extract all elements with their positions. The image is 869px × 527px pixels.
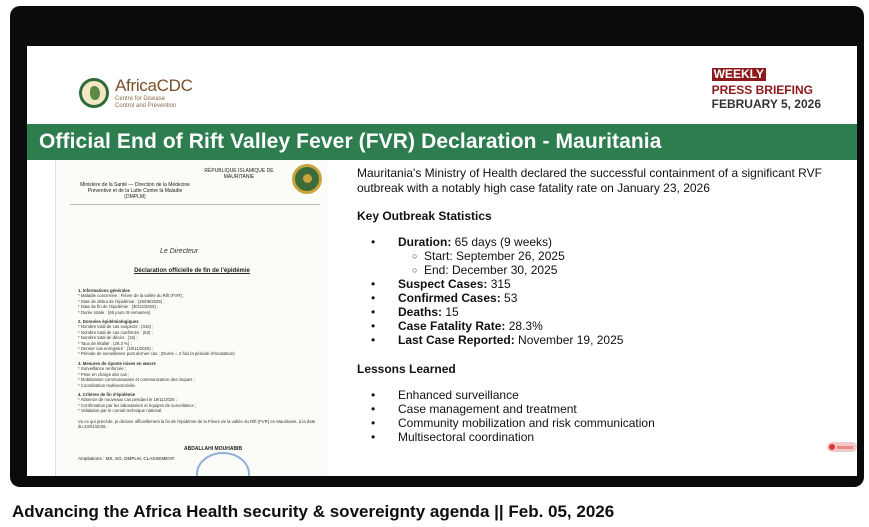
key-stats-heading: Key Outbreak Statistics xyxy=(357,209,492,223)
doc-header-right: RÉPUBLIQUE ISLAMIQUE DE MAURITANIE xyxy=(204,168,274,180)
stat-cfr: • Case Fatality Rate: 28.3% xyxy=(357,319,847,333)
stat-start: ○ Start: September 26, 2025 xyxy=(357,249,847,263)
doc-directeur: Le Directeur xyxy=(160,248,199,255)
logo-brand: AfricaCDC xyxy=(115,76,193,95)
lessons-heading: Lessons Learned xyxy=(357,362,456,376)
intro-text: Mauritania's Ministry of Health declared the successful containment of a significant RVF outbreak with a notably high case fatality rate on January 23, 2026 xyxy=(357,166,822,195)
press-briefing-text: PRESS BRIEFING xyxy=(711,83,813,97)
stat-end: ○ End: December 30, 2025 xyxy=(357,263,847,277)
doc-signer: ABDALLAHI MOUHABIB xyxy=(184,446,243,452)
stats-list xyxy=(357,235,847,347)
doc-section: 2. Données épidémiologiques xyxy=(78,319,139,325)
slide-content xyxy=(357,166,847,444)
africa-map-icon xyxy=(79,78,109,108)
lesson-item: • Community mobilization and risk communication xyxy=(357,416,847,430)
doc-section: 4. Critères de fin d'épidémie xyxy=(78,391,136,397)
declaration-document-image xyxy=(55,160,327,476)
doc-header-left: Ministère de la Santé — Direction de la Médecine Préventive et de la Lutte Contre la Maladie (DMPLM) xyxy=(80,182,190,200)
lesson-item: • Enhanced surveillance xyxy=(357,388,847,402)
presentation-slide xyxy=(27,46,857,476)
lesson-item: • Multisectoral coordination xyxy=(357,430,847,444)
mauritania-seal-icon xyxy=(292,164,322,194)
briefing-label xyxy=(712,65,821,112)
stat-confirmed: • Confirmed Cases: 53 xyxy=(357,291,847,305)
official-stamp-icon xyxy=(196,452,250,476)
logo-subtitle: Centre for Disease Control and Prevention xyxy=(115,96,177,109)
video-player[interactable] xyxy=(10,6,864,487)
lessons-list xyxy=(357,388,847,444)
doc-body: 1. Informations générales * Maladie concernée : Fièvre de la vallée du Rift (FVR) ; * Date de début de l'épidémie : (26/09/2025) ; * Date de fin de l'épidémie : (30/12/2025) ; * Durée totale : (65 jours /9 semaines) 2. Données épidémiologiques * Nombre total de cas suspects : (315) ; * Nombre total de cas confirmés : (53) ; * Nombre total de décès : (15) ; * Taux de létalité : (28.3 %) ; * Dernier cas enregistré : (19/11/2025) ; * Période de surveillance post dernier cas : (Durée = 2 fois la période d'incubation) 3. Mesures de riposte mises en œuvre * Surveillance renforcée ; * Prise en charge des cas ; * Mobilisation communautaire et communication des risques ; * Coordination multisectorielle. 4. Critères de fin d'épidémie * Absence de nouveaux cas pendant le 19/11/2025 ; * Confirmation par les laboratoires et équipes de surveillance ; * Validation par le comité technique national Vu ce qui précède, je déclare officiellement la fin de l'épidémie de la Fièvre de la vallée du Rift (FVR) en Mauritanie, à la date du 23/01/2026. xyxy=(78,284,318,429)
stat-last-case: • Last Case Reported: November 19, 2025 xyxy=(357,333,847,347)
recording-indicator-icon xyxy=(827,442,857,452)
doc-ampliations: Ampliations : MS, SG, DMPLM, CLASSEMENT. xyxy=(78,456,176,461)
doc-title: Déclaration officielle de fin de l'épidémie xyxy=(134,268,250,274)
slide-title: Official End of Rift Valley Fever (FVR) Declaration - Mauritania xyxy=(39,130,662,153)
stat-suspect: • Suspect Cases: 315 xyxy=(357,277,847,291)
africa-cdc-logo xyxy=(79,76,193,110)
title-banner xyxy=(27,124,857,160)
stat-deaths: • Deaths: 15 xyxy=(357,305,847,319)
briefing-date: FEBRUARY 5, 2026 xyxy=(711,97,821,111)
lesson-item: • Case management and treatment xyxy=(357,402,847,416)
weekly-badge: WEEKLY xyxy=(713,67,764,81)
video-title[interactable]: Advancing the Africa Health security & sovereignty agenda || Feb. 05, 2026 xyxy=(12,502,615,521)
doc-section: 1. Informations générales xyxy=(78,288,131,293)
doc-section: 3. Mesures de riposte mises en œuvre xyxy=(78,360,156,366)
stat-duration: • Duration: 65 days (9 weeks) xyxy=(357,235,847,249)
